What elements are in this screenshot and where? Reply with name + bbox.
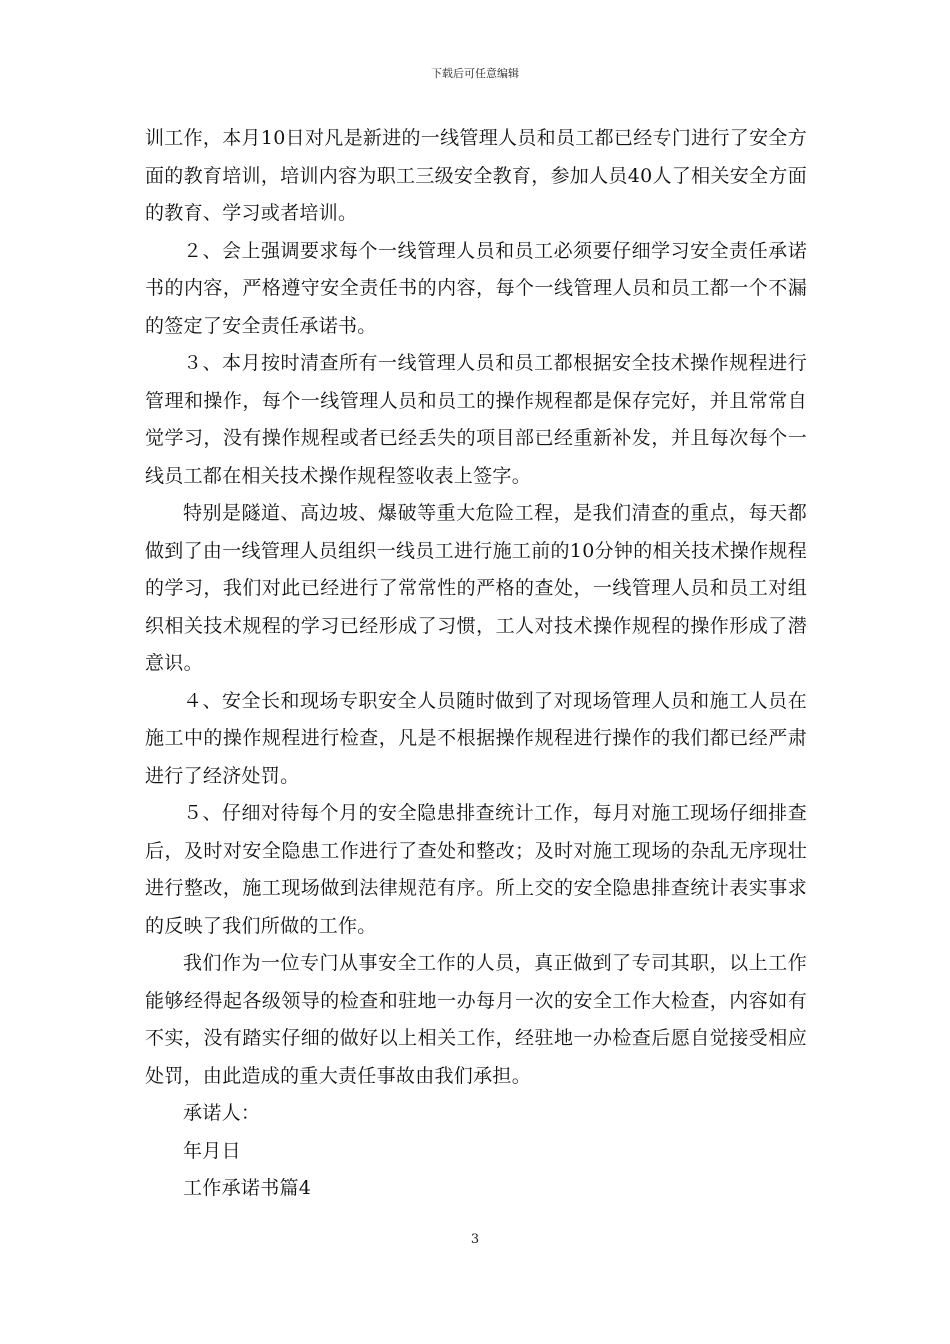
page-number: 3 [470,1232,480,1247]
paragraph-item-5: ５、仔细对待每个月的安全隐患排查统计工作，每月对施工现场仔细排查后，及时对安全隐患工作进行了查处和整改；及时对施工现场的杂乱无序现壮进行整改，施工现场做到法律规范有序。所上交的安全隐患排查统计表实事求的反映了我们所做的工作。 [145,802,807,937]
section-heading: 工作承诺书篇4 [183,1177,312,1199]
paragraph-item-4: ４、安全长和现场专职安全人员随时做到了对现场管理人员和施工人员在施工中的操作规程进行检查，凡是不根据操作规程进行操作的我们都已经严肃进行了经济处罚。 [145,689,807,787]
date-label: 年月日 [183,1139,241,1162]
document-body [145,120,807,1208]
signature-label: 承诺人： [183,1102,261,1124]
paragraph-training-continued: 训工作，本月10日对凡是新进的一线管理人员和员工都已经专门进行了安全方面的教育培训，培训内容为职工三级安全教育，参加人员40人了相关安全方面的教育、学习或者培训。 [145,127,807,224]
paragraph-commitment: 我们作为一位专门从事安全工作的人员，真正做到了专司其职，以上工作能够经得起各级领导的检查和驻地一办每月一次的安全工作大检查，内容如有不实，没有踏实仔细的做好以上相关工作，经驻地一办检查后愿自觉接受相应处罚，由此造成的重大责任事故由我们承担。 [145,952,807,1087]
paragraph-key-projects: 特别是隧道、高边坡、爆破等重大危险工程，是我们清查的重点，每天都做到了由一线管理人员组织一线员工进行施工前的10分钟的相关技术操作规程的学习，我们对此已经进行了常常性的严格的查处，一线管理人员和员工对组织相关技术规程的学习已经形成了习惯，工人对技术操作规程的操作形成了潜意识。 [145,502,807,674]
page-header-note: 下载后可任意编辑 [431,67,519,80]
paragraph-item-2: ２、会上强调要求每个一线管理人员和员工必须要仔细学习安全责任承诺书的内容，严格遵守安全责任书的内容，每个一线管理人员和员工都一个不漏的签定了安全责任承诺书。 [145,239,807,337]
paragraph-item-3: ３、本月按时清查所有一线管理人员和员工都根据安全技术操作规程进行管理和操作，每个一线管理人员和员工的操作规程都是保存完好，并且常常自觉学习，没有操作规程或者已经丢失的项目部已经重新补发，并且每次每个一线员工都在相关技术操作规程签收表上签字。 [145,352,807,487]
